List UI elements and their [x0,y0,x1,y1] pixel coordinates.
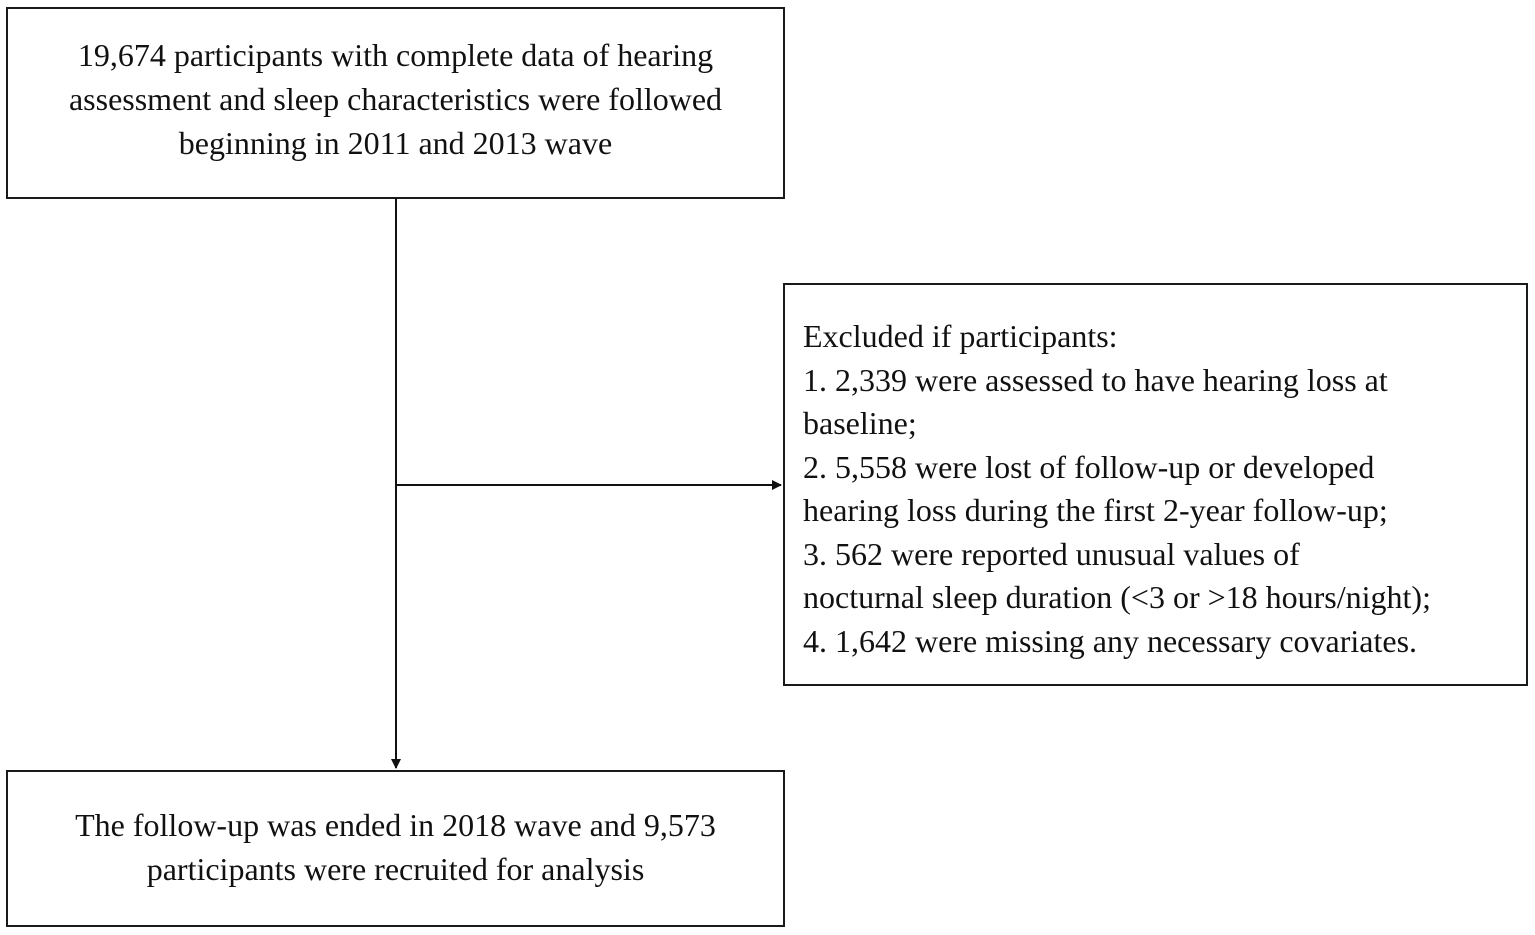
start-line-3: beginning in 2011 and 2013 wave [178,125,613,161]
exclusion-line-6: nocturnal sleep duration (<3 or >18 hours/night); [803,579,1431,615]
start-box-text [69,33,722,173]
end-box-text [75,803,716,895]
exclusion-line-2: baseline; [803,405,917,441]
exclusion-line-3: 2. 5,558 were lost of follow-up or developed [803,448,1375,485]
end-line-1: The follow-up was ended in 2018 wave and 9,573 [75,806,716,843]
end-box [6,770,785,927]
start-line-1: 19,674 participants with complete data of hearing [77,37,714,73]
start-box [6,7,785,199]
exclusion-line-7: 4. 1,642 were missing any necessary covariates. [803,622,1418,659]
exclusion-box [783,283,1528,686]
exclusion-heading: Excluded if participants: [803,318,1118,354]
exclusion-line-5: 3. 562 were reported unusual values of [803,535,1300,572]
end-line-2: participants were recruited for analysis [146,850,645,887]
exclusion-line-1: 1. 2,339 were assessed to have hearing loss at [803,361,1388,398]
start-line-2: assessment and sleep characteristics were followed [68,81,723,117]
exclusion-line-4: hearing loss during the first 2-year follow-up; [803,492,1388,528]
